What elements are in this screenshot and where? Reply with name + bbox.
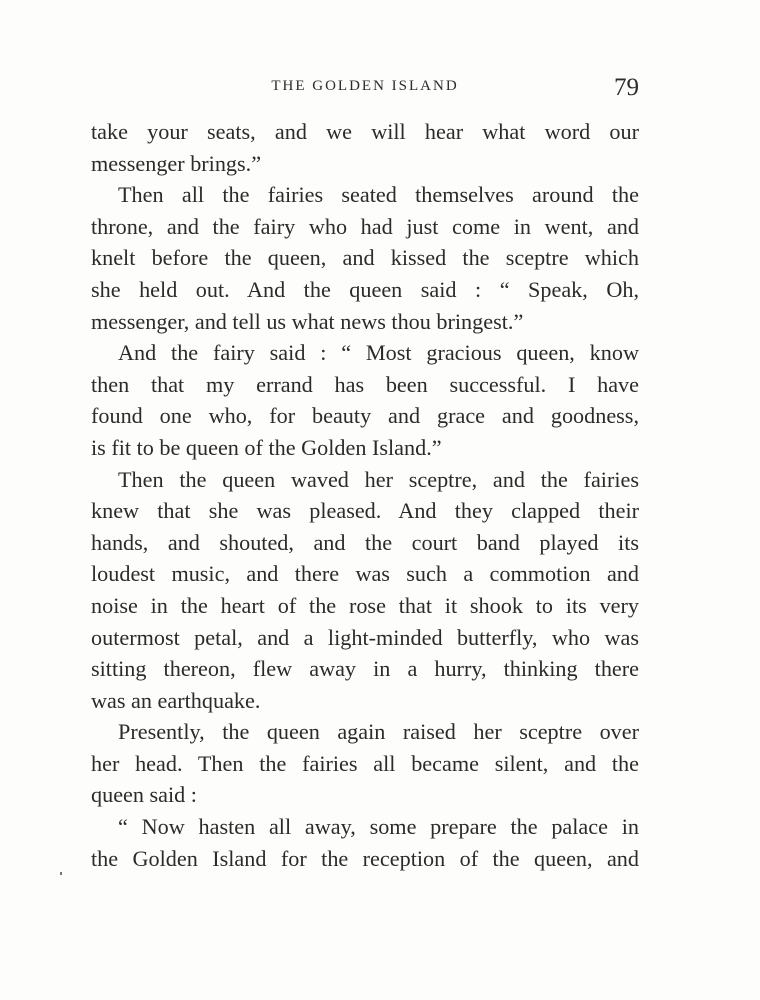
text-line: take your seats, and we will hear what word our (91, 119, 639, 144)
text-line: knelt before the queen, and kissed the sceptre which (91, 245, 639, 271)
running-head (91, 74, 639, 104)
text-line: is fit to be queen of the Golden Island.” (91, 434, 442, 460)
text-line: found one who, for beauty and grace and goodness, (91, 403, 639, 429)
text-line: she held out. And the queen said : “ Speak, Oh, (91, 276, 639, 302)
page-number: 79 (614, 74, 639, 101)
text-line: Then all the fairies seated themselves around the (118, 182, 639, 208)
text-line: her head. Then the fairies all became silent, and the (91, 750, 639, 776)
text-line: throne, and the fairy who had just come in went, and (91, 213, 639, 239)
text-line: then that my errand has been successful. I have (91, 371, 639, 397)
text-line: Then the queen waved her sceptre, and the fairies (118, 466, 639, 492)
text-line: the Golden Island for the reception of the queen, and (91, 845, 639, 871)
text-line: “ Now hasten all away, some prepare the palace in (118, 814, 639, 840)
text-line: knew that she was pleased. And they clapped their (91, 498, 639, 524)
text-line: And the fairy said : “ Most gracious queen, know (118, 340, 639, 366)
text-line: Presently, the queen again raised her sceptre over (118, 719, 639, 745)
text-line: was an earthquake. (91, 687, 261, 713)
text-line: hands, and shouted, and the court band played its (91, 529, 639, 555)
text-line: noise in the heart of the rose that it shook to its very (91, 592, 639, 618)
running-title: THE GOLDEN ISLAND (271, 78, 459, 94)
text-line: sitting thereon, flew away in a hurry, thinking there (91, 656, 639, 682)
text-line: messenger brings.” (91, 150, 262, 176)
text-line: messenger, and tell us what news thou bringest.” (91, 308, 524, 334)
text-line: loudest music, and there was such a commotion and (91, 561, 639, 587)
text-line: queen said : (91, 782, 197, 808)
paper-speck (60, 872, 62, 875)
text-line: outermost petal, and a light-minded butterfly, who was (91, 624, 639, 650)
body-text (91, 116, 639, 874)
